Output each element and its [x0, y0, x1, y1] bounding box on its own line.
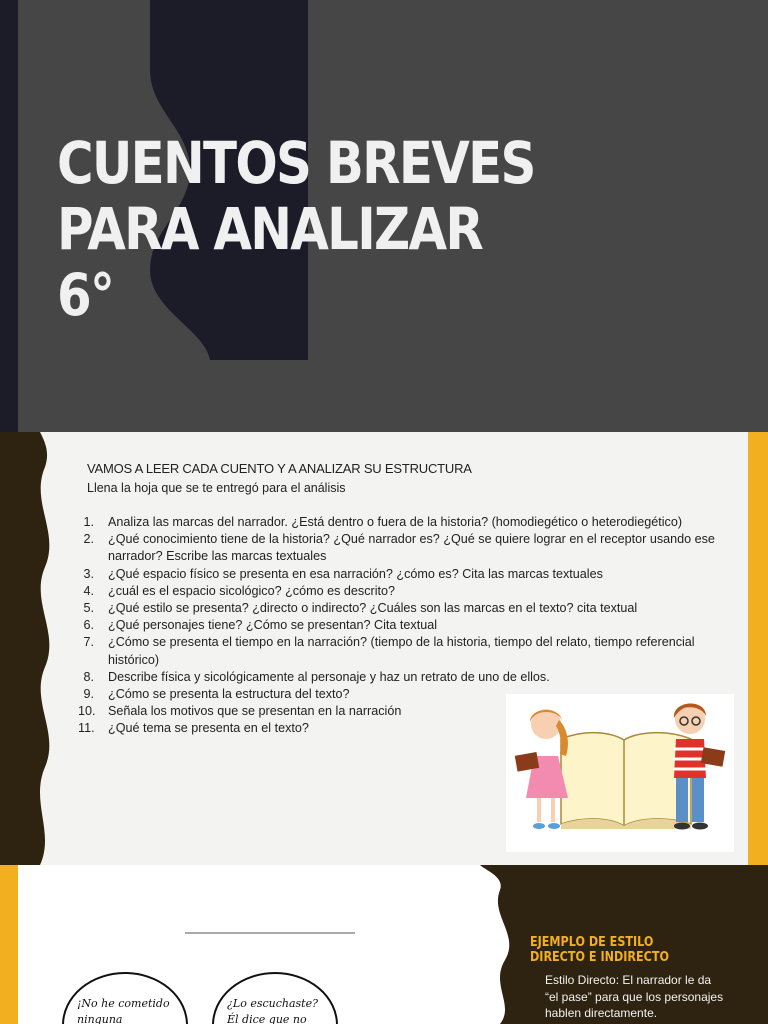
bubble-left-line: ninguna: [77, 1013, 123, 1024]
question-number: 7.: [83, 635, 94, 650]
question-item: [78, 514, 728, 531]
question-number: 2.: [83, 532, 94, 547]
question-text: Señala los motivos que se presentan en la narración: [108, 704, 402, 719]
question-item: [78, 531, 728, 565]
question-number: 6.: [83, 618, 94, 633]
comic-illustration: [40, 925, 360, 1024]
question-text: ¿Cómo se presenta la estructura del texto?: [108, 687, 350, 702]
question-item: [78, 583, 728, 600]
example-slide: [0, 865, 768, 1024]
question-number: 8.: [83, 669, 94, 684]
question-text: ¿Qué espacio físico se presenta en esa narración? ¿cómo es? Cita las marcas textuales: [108, 566, 603, 581]
question-number: 4.: [83, 583, 94, 598]
question-item: [78, 669, 728, 686]
question-number: 3.: [83, 566, 94, 581]
children-reading-illustration: [506, 694, 734, 852]
question-number: 11.: [78, 721, 95, 736]
bubble-right-line: Él dice que no: [227, 1013, 307, 1024]
question-text: Describe física y sicológicamente al personaje y haz un retrato de uno de ellos.: [108, 669, 550, 684]
question-text: Analiza las marcas del narrador. ¿Está dentro o fuera de la historia? (homodiegético o heterodiegético): [108, 515, 683, 529]
question-text: ¿Qué conocimiento tiene de la historia? ¿Qué narrador es? ¿Qué se quiere lograr en el receptor usando ese narrador? Escribe las marcas textuales: [108, 532, 715, 564]
question-text: ¿Qué estilo se presenta? ¿directo o indirecto? ¿Cuáles son las marcas en el texto? cita textual: [108, 601, 638, 616]
title-slide: [0, 0, 768, 432]
example-body: Estilo Directo: El narrador le da “el pase” para que los personajes hablen directamente.: [545, 973, 724, 1020]
example-heading: EJEMPLO DE ESTILO DIRECTO E INDIRECTO: [530, 935, 669, 965]
title-line: CUENTOS BREVES: [57, 129, 535, 197]
slide-title: [57, 130, 535, 328]
bubble-left-line: ¡No he cometido: [77, 997, 170, 1010]
question-item: [78, 634, 728, 668]
question-item: [78, 566, 728, 583]
question-number: 9.: [83, 687, 94, 702]
questions-slide: [0, 432, 768, 865]
question-item: [78, 600, 728, 617]
question-item: [78, 617, 728, 634]
question-number: 1.: [83, 515, 94, 529]
question-number: 5.: [83, 601, 94, 616]
instructions-subheading: Llena la hoja que se te entregó para el análisis: [87, 481, 346, 495]
question-text: ¿cuál es el espacio sicológico? ¿cómo es descrito?: [108, 583, 395, 598]
bubble-right-line: ¿Lo escuchaste?: [227, 997, 318, 1010]
title-line: 6°: [57, 261, 114, 329]
title-line: PARA ANALIZAR: [57, 195, 483, 263]
question-text: ¿Qué tema se presenta en el texto?: [108, 721, 309, 736]
instructions-heading: VAMOS A LEER CADA CUENTO Y A ANALIZAR SU ESTRUCTURA: [87, 461, 472, 476]
question-text: ¿Qué personajes tiene? ¿Cómo se presentan? Cita textual: [108, 618, 438, 633]
question-text: ¿Cómo se presenta el tiempo en la narración? (tiempo de la historia, tiempo del relato, tiempo referencial histórico): [108, 635, 695, 667]
question-number: 10.: [78, 704, 96, 719]
